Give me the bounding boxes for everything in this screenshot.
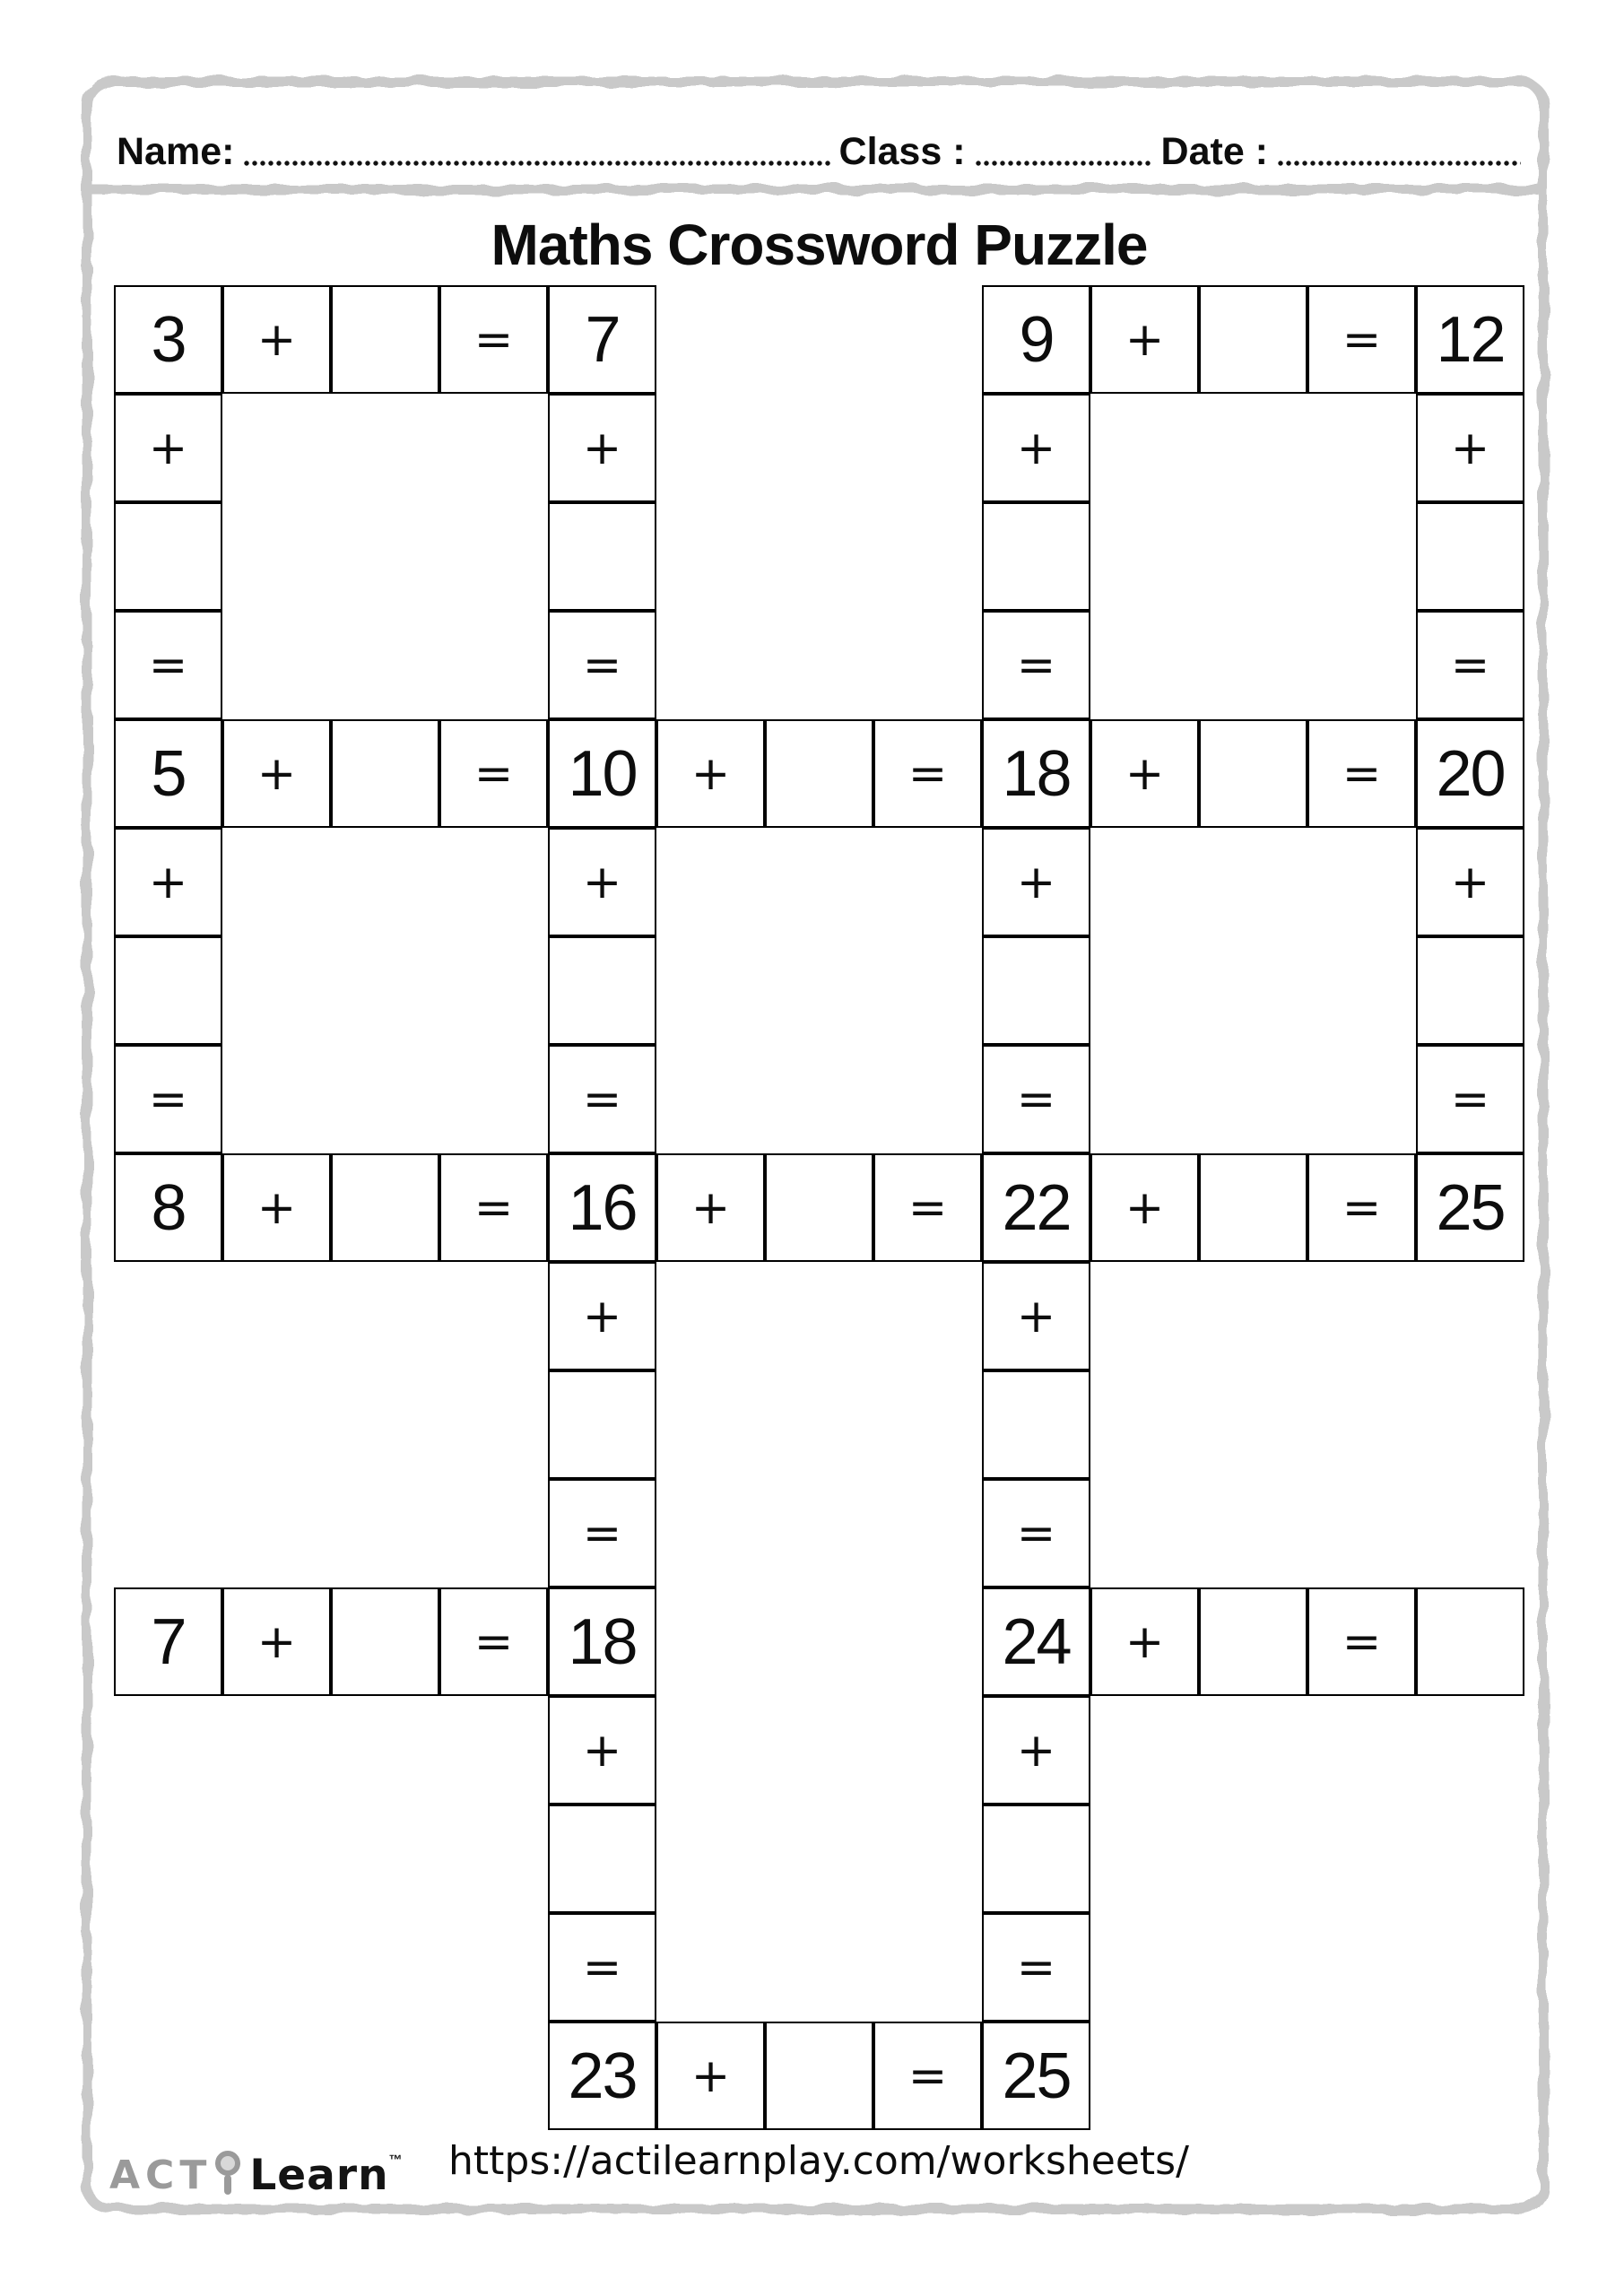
answer-cell[interactable] (1416, 1587, 1524, 1696)
answer-cell[interactable] (548, 502, 656, 611)
operator-cell: + (1090, 1153, 1199, 1262)
answer-cell[interactable] (548, 1805, 656, 1913)
operator-cell: = (439, 285, 548, 394)
date-label: Date : (1160, 130, 1268, 173)
answer-cell[interactable] (331, 1153, 439, 1262)
number-cell: 5 (114, 719, 222, 828)
number-cell: 10 (548, 719, 656, 828)
operator-cell: + (982, 1262, 1090, 1370)
operator-cell: + (982, 1696, 1090, 1805)
number-cell: 18 (548, 1587, 656, 1696)
answer-cell[interactable] (765, 2022, 873, 2130)
operator-cell: + (982, 828, 1090, 936)
number-cell: 22 (982, 1153, 1090, 1262)
number-cell: 20 (1416, 719, 1524, 828)
logo-text-learn: Learn (249, 2150, 389, 2200)
answer-cell[interactable] (982, 1805, 1090, 1913)
operator-cell: = (1307, 285, 1416, 394)
operator-cell: = (1416, 1045, 1524, 1153)
operator-cell: = (982, 1913, 1090, 2022)
operator-cell: + (1416, 828, 1524, 936)
number-cell: 24 (982, 1587, 1090, 1696)
operator-cell: + (222, 285, 331, 394)
operator-cell: + (548, 1696, 656, 1805)
operator-cell: = (982, 1479, 1090, 1587)
answer-cell[interactable] (1199, 285, 1307, 394)
answer-cell[interactable] (1199, 1587, 1307, 1696)
operator-cell: = (1307, 1153, 1416, 1262)
actilearn-logo (109, 2149, 403, 2201)
answer-cell[interactable] (765, 719, 873, 828)
date-fill-line[interactable] (1277, 158, 1521, 169)
page-title: Maths Crossword Puzzle (491, 213, 1148, 277)
answer-cell[interactable] (982, 936, 1090, 1045)
operator-cell: = (982, 611, 1090, 719)
number-cell: 25 (982, 2022, 1090, 2130)
operator-cell: + (1090, 285, 1199, 394)
number-cell: 3 (114, 285, 222, 394)
operator-cell: + (656, 1153, 765, 1262)
answer-cell[interactable] (765, 1153, 873, 1262)
number-cell: 7 (548, 285, 656, 394)
answer-cell[interactable] (114, 502, 222, 611)
header-row (117, 131, 1530, 173)
operator-cell: + (656, 2022, 765, 2130)
number-cell: 12 (1416, 285, 1524, 394)
answer-cell[interactable] (982, 502, 1090, 611)
operator-cell: = (114, 611, 222, 719)
operator-cell: = (873, 2022, 982, 2130)
number-cell: 25 (1416, 1153, 1524, 1262)
operator-cell: + (222, 719, 331, 828)
operator-cell: + (1090, 719, 1199, 828)
name-fill-line[interactable] (243, 158, 829, 169)
answer-cell[interactable] (548, 1370, 656, 1479)
operator-cell: = (548, 1479, 656, 1587)
answer-cell[interactable] (331, 285, 439, 394)
operator-cell: = (439, 1587, 548, 1696)
operator-cell: = (1416, 611, 1524, 719)
worksheet-url: https://actilearnplay.com/worksheets/ (448, 2138, 1189, 2184)
operator-cell: + (114, 394, 222, 502)
operator-cell: = (982, 1045, 1090, 1153)
answer-cell[interactable] (1199, 1153, 1307, 1262)
operator-cell: + (222, 1587, 331, 1696)
answer-cell[interactable] (114, 936, 222, 1045)
operator-cell: + (548, 828, 656, 936)
operator-cell: = (873, 1153, 982, 1262)
class-label: Class : (838, 130, 966, 173)
operator-cell: = (439, 1153, 548, 1262)
operator-cell: + (114, 828, 222, 936)
operator-cell: = (548, 611, 656, 719)
operator-cell: + (1090, 1587, 1199, 1696)
class-fill-line[interactable] (975, 158, 1152, 169)
operator-cell: + (656, 719, 765, 828)
answer-cell[interactable] (1416, 936, 1524, 1045)
logo-trademark: ™ (388, 2152, 403, 2168)
operator-cell: = (1307, 719, 1416, 828)
number-cell: 8 (114, 1153, 222, 1262)
logo-text-act: ACT (109, 2152, 213, 2198)
magnifier-icon (212, 2150, 244, 2200)
answer-cell[interactable] (1199, 719, 1307, 828)
operator-cell: = (439, 719, 548, 828)
operator-cell: = (1307, 1587, 1416, 1696)
operator-cell: = (548, 1913, 656, 2022)
operator-cell: + (548, 1262, 656, 1370)
name-label: Name: (117, 130, 235, 173)
operator-cell: = (548, 1045, 656, 1153)
operator-cell: + (548, 394, 656, 502)
crossword-grid (114, 285, 1524, 2130)
operator-cell: = (873, 719, 982, 828)
answer-cell[interactable] (331, 1587, 439, 1696)
operator-cell: + (222, 1153, 331, 1262)
answer-cell[interactable] (982, 1370, 1090, 1479)
operator-cell: + (982, 394, 1090, 502)
answer-cell[interactable] (331, 719, 439, 828)
number-cell: 16 (548, 1153, 656, 1262)
number-cell: 7 (114, 1587, 222, 1696)
answer-cell[interactable] (1416, 502, 1524, 611)
number-cell: 9 (982, 285, 1090, 394)
operator-cell: = (114, 1045, 222, 1153)
answer-cell[interactable] (548, 936, 656, 1045)
number-cell: 18 (982, 719, 1090, 828)
operator-cell: + (1416, 394, 1524, 502)
number-cell: 23 (548, 2022, 656, 2130)
